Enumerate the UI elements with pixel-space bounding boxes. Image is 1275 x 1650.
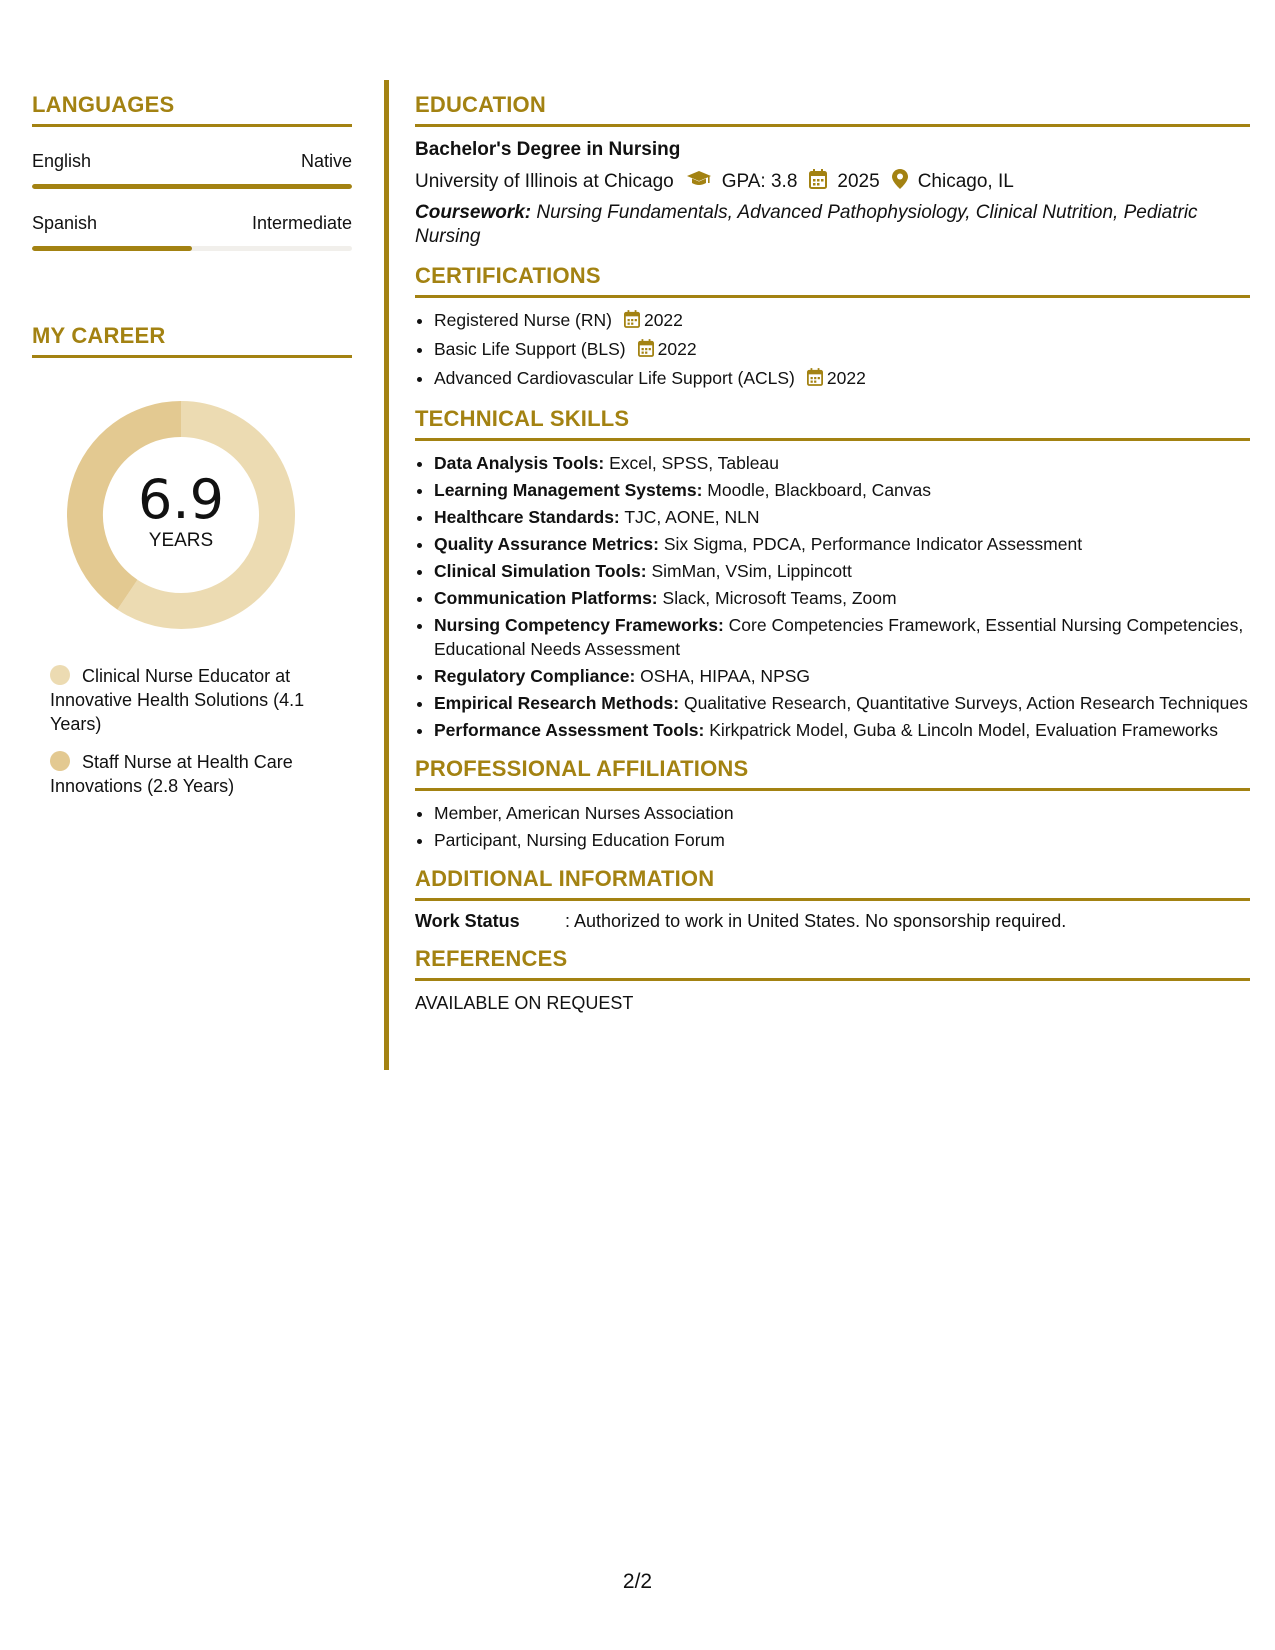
skill-value: Six Sigma, PDCA, Performance Indicator Assessment: [663, 534, 1083, 554]
certification-name: Basic Life Support (BLS): [434, 339, 626, 359]
section-rule: [415, 788, 1250, 791]
language-level: Native: [300, 151, 352, 171]
skill-label: Empirical Research Methods:: [434, 693, 680, 713]
skill-value: Slack, Microsoft Teams, Zoom: [662, 588, 897, 608]
coursework-label: Coursework:: [415, 202, 532, 223]
skill-value: Excel, SPSS, Tableau: [609, 453, 779, 473]
calendar-icon: [807, 368, 823, 392]
left-column: [32, 92, 352, 812]
career-legend: [50, 664, 330, 798]
language-level-fill: [32, 184, 352, 189]
certifications-section: [415, 263, 1250, 392]
additional-section: [415, 866, 1250, 932]
skill-item: [434, 478, 1250, 502]
section-rule: [32, 355, 352, 358]
skills-title: TECHNICAL SKILLS: [415, 406, 630, 431]
certification-year: 2022: [643, 310, 683, 330]
donut-center: [66, 400, 296, 630]
legend-label: Staff Nurse at Health Care Innovations (2.8 Years): [50, 752, 293, 796]
skill-label: Learning Management Systems:: [434, 480, 703, 500]
references-section: [415, 946, 1250, 1014]
language-row: [32, 213, 352, 234]
skill-item: [434, 691, 1250, 715]
page-number: 2/2: [622, 1570, 653, 1593]
career-donut-chart: [66, 400, 296, 630]
language-level-bar: [32, 246, 352, 251]
calendar-icon: [638, 339, 654, 363]
career-total-value: 6.9: [138, 468, 224, 531]
affiliations-section: [415, 756, 1250, 852]
certifications-list: [415, 308, 1250, 392]
skill-value: Core Competencies Framework, Essential Nursing Competencies, Educational Needs Assessment: [434, 615, 1244, 659]
skills-list: [415, 451, 1250, 742]
calendar-icon: [809, 169, 827, 195]
career-title: MY CAREER: [32, 323, 166, 348]
certification-name: Advanced Cardiovascular Life Support (ACLS): [434, 368, 795, 388]
skill-label: Clinical Simulation Tools:: [434, 561, 647, 581]
legend-swatch: [50, 665, 70, 685]
gpa-value: GPA: 3.8: [721, 171, 798, 192]
skill-label: Nursing Competency Frameworks:: [434, 615, 724, 635]
certification-item: [434, 337, 1250, 363]
school-name: University of Illinois at Chicago: [415, 171, 674, 192]
skill-label: Quality Assurance Metrics:: [434, 534, 659, 554]
skill-item: [434, 559, 1250, 583]
degree-name: Bachelor's Degree in Nursing: [415, 139, 681, 160]
language-level: Intermediate: [251, 213, 352, 233]
skill-item: [434, 586, 1250, 610]
skills-section: [415, 406, 1250, 742]
certification-item: [434, 308, 1250, 334]
coursework-list: Nursing Fundamentals, Advanced Pathophysiology, Clinical Nutrition, Pediatric Nursing: [415, 202, 1198, 247]
skill-item: [434, 718, 1250, 742]
section-rule: [415, 295, 1250, 298]
skill-item: [434, 451, 1250, 475]
certification-name: Registered Nurse (RN): [434, 310, 612, 330]
skill-value: Moodle, Blackboard, Canvas: [707, 480, 932, 500]
language-name: Spanish: [32, 213, 98, 233]
skill-value: TJC, AONE, NLN: [624, 507, 760, 527]
language-row: [32, 151, 352, 172]
column-divider: [384, 80, 389, 1070]
references-text: AVAILABLE ON REQUEST: [415, 993, 634, 1013]
section-rule: [415, 438, 1250, 441]
skill-label: Regulatory Compliance:: [434, 666, 636, 686]
skill-label: Data Analysis Tools:: [434, 453, 605, 473]
language-level-fill: [32, 246, 192, 251]
skill-value: Qualitative Research, Quantitative Surveys, Action Research Techniques: [683, 693, 1248, 713]
certification-year: 2022: [826, 368, 866, 388]
languages-title: LANGUAGES: [32, 92, 175, 117]
affiliation-item: • Member, American Nurses Association: [434, 801, 1250, 825]
skill-item: [434, 613, 1250, 661]
references-title: REFERENCES: [415, 946, 568, 971]
affiliation-item: • Participant, Nursing Education Forum: [434, 828, 1250, 852]
skill-label: Communication Platforms:: [434, 588, 658, 608]
work-status-value: : Authorized to work in United States. No sponsorship required.: [565, 911, 1067, 931]
career-section: [32, 323, 352, 798]
coursework: [415, 201, 1250, 249]
legend-item: [50, 750, 330, 798]
skill-item: [434, 532, 1250, 556]
location-pin-icon: [892, 169, 908, 195]
certification-year: 2022: [657, 339, 697, 359]
additional-title: ADDITIONAL INFORMATION: [415, 866, 715, 891]
graduation-year: 2025: [837, 171, 880, 192]
languages-list: [32, 151, 352, 251]
career-total-unit: YEARS: [148, 530, 214, 551]
affiliations-title: PROFESSIONAL AFFILIATIONS: [415, 756, 749, 781]
calendar-icon: [624, 310, 640, 334]
language-level-bar: [32, 184, 352, 189]
skill-item: [434, 664, 1250, 688]
skill-item: [434, 505, 1250, 529]
skill-value: OSHA, HIPAA, NPSG: [640, 666, 811, 686]
section-rule: [415, 124, 1250, 127]
right-column: [415, 92, 1250, 1028]
skill-label: Healthcare Standards:: [434, 507, 620, 527]
section-rule: [415, 898, 1250, 901]
work-status-label: Work Status: [415, 911, 520, 931]
skill-label: Performance Assessment Tools:: [434, 720, 705, 740]
section-rule: [415, 978, 1250, 981]
language-name: English: [32, 151, 92, 171]
education-title: EDUCATION: [415, 92, 546, 117]
legend-label: Clinical Nurse Educator at Innovative Health Solutions (4.1 Years): [50, 666, 305, 734]
certification-item: [434, 366, 1250, 392]
work-status-row: [415, 911, 1250, 932]
graduation-cap-icon: [686, 170, 712, 194]
legend-item: [50, 664, 330, 736]
skill-value: Kirkpatrick Model, Guba & Lincoln Model, Evaluation Frameworks: [709, 720, 1218, 740]
affiliations-list: [415, 801, 1250, 852]
certifications-title: CERTIFICATIONS: [415, 263, 601, 288]
education-section: [415, 92, 1250, 249]
education-details: [415, 169, 1250, 195]
school-location: Chicago, IL: [917, 171, 1014, 192]
skill-value: SimMan, VSim, Lippincott: [651, 561, 852, 581]
languages-section: [32, 92, 352, 251]
section-rule: [32, 124, 352, 127]
legend-swatch: [50, 751, 70, 771]
